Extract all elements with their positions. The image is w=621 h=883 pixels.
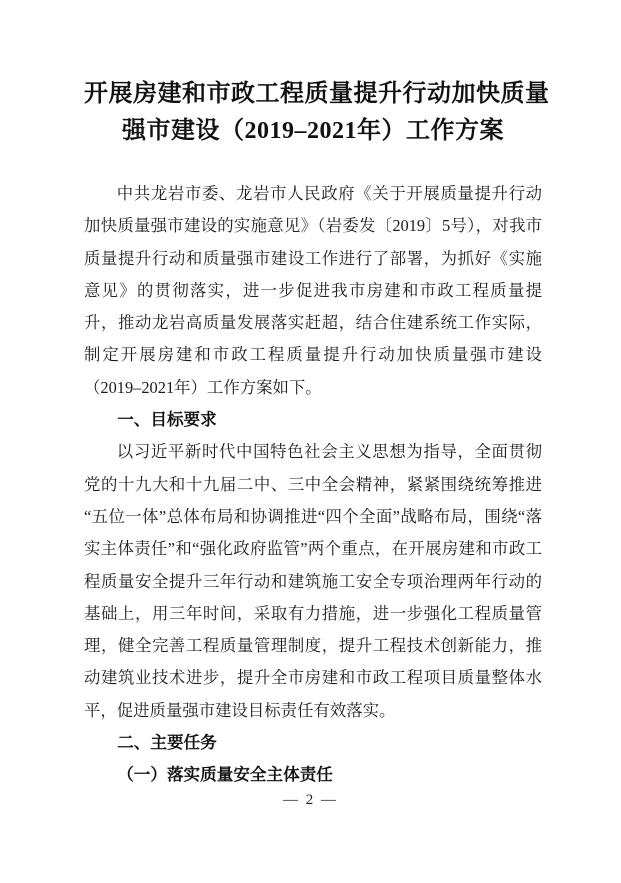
document-title-line-2: 强市建设（2019–2021年）工作方案 — [122, 118, 504, 144]
document-content — [84, 76, 550, 792]
page-footer — [0, 792, 621, 809]
page-number: — 2 — — [283, 792, 338, 808]
section-heading-tasks: 二、主要任务 — [117, 733, 217, 753]
subsection-heading-responsibility: （一）落实质量安全主体责任 — [117, 765, 333, 785]
document-title — [84, 76, 550, 150]
section-heading-goals: 一、目标要求 — [117, 410, 217, 430]
document-title-line-1: 开展房建和市政工程质量提升行动加快质量 — [84, 81, 550, 107]
paragraph-goals: 以习近平新时代中国特色社会主义思想为指导，全面贯彻党的十九大和十九届二中、三中全会精神，紧紧围绕统筹推进“五位一体”总体布局和协调推进“四个全面”战略布局，围绕“落实主体责任”和“强化政府监管”两个重点，在开展房建和市政工程质量安全提升三年行动和建筑施工安全专项治理两年行动的基础上，用三年时间，采取有力措施，进一步强化工程质量管理，健全完善工程质量管理制度，提升工程技术创新能力，推动建筑业技术进步，提升全市房建和市政工程项目质量整体水平，促进质量强市建设目标责任有效落实。 — [84, 442, 542, 720]
paragraph-intro: 中共龙岩市委、龙岩市人民政府《关于开展质量提升行动加快质量强市建设的实施意见》（岩委发〔2019〕5号），对我市质量提升行动和质量强市建设工作进行了部署，为抓好《实施意见》的贯彻落实，进一步促进我市房建和市政工程质量提升，推动龙岩高质量发展落实赶超，结合住建系统工作实际，制定开展房建和市政工程质量提升行动加快质量强市建设（2019–2021年）工作方案如下。 — [84, 184, 542, 397]
